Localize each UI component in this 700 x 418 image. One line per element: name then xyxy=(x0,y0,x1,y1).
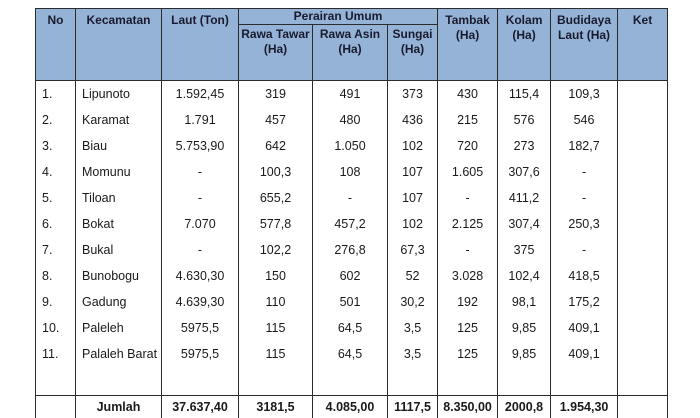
row-kecamatan: Bunobogu xyxy=(76,263,162,289)
header-kolam: Kolam (Ha) xyxy=(498,9,551,81)
header-rawa-asin: Rawa Asin (Ha) xyxy=(313,25,388,81)
spacer-row xyxy=(36,387,668,396)
row-budidaya-laut: 182,7 xyxy=(551,133,618,159)
row-no: 11. xyxy=(36,341,76,387)
row-ket xyxy=(618,81,668,108)
row-laut: - xyxy=(162,185,239,211)
row-ket xyxy=(618,133,668,159)
row-tambak: 1.605 xyxy=(438,159,498,185)
row-sungai: 373 xyxy=(388,81,438,108)
row-sungai: 67,3 xyxy=(388,237,438,263)
row-tambak: 125 xyxy=(438,315,498,341)
row-tambak: 192 xyxy=(438,289,498,315)
row-kecamatan: Bukal xyxy=(76,237,162,263)
row-rawa-asin: 491 xyxy=(313,81,388,108)
total-laut: 37.637,40 xyxy=(162,396,239,418)
row-budidaya-laut: - xyxy=(551,237,618,263)
total-budidaya-laut: 1.954,30 xyxy=(551,396,618,418)
header-no: No xyxy=(36,9,76,81)
row-rawa-asin: 457,2 xyxy=(313,211,388,237)
row-ket xyxy=(618,185,668,211)
header-kecamatan: Kecamatan xyxy=(76,9,162,81)
row-sungai: 3,5 xyxy=(388,341,438,387)
row-tambak: 430 xyxy=(438,81,498,108)
row-ket xyxy=(618,289,668,315)
header-ket: Ket xyxy=(618,9,668,81)
table-row xyxy=(36,315,668,341)
row-laut: 5975,5 xyxy=(162,315,239,341)
row-rawa-tawar: 655,2 xyxy=(239,185,313,211)
row-rawa-tawar: 100,3 xyxy=(239,159,313,185)
row-ket xyxy=(618,315,668,341)
row-budidaya-laut: 175,2 xyxy=(551,289,618,315)
row-tambak: 125 xyxy=(438,341,498,387)
table-row xyxy=(36,81,668,108)
row-tambak: 3.028 xyxy=(438,263,498,289)
row-kolam: 273 xyxy=(498,133,551,159)
header-budidaya-laut: Budidaya Laut (Ha) xyxy=(551,9,618,81)
row-rawa-asin: 64,5 xyxy=(313,341,388,387)
row-rawa-tawar: 150 xyxy=(239,263,313,289)
row-kecamatan: Biau xyxy=(76,133,162,159)
row-rawa-asin: 64,5 xyxy=(313,315,388,341)
row-laut: - xyxy=(162,159,239,185)
header-sungai: Sungai (Ha) xyxy=(388,25,438,81)
row-kolam: 307,6 xyxy=(498,159,551,185)
row-no: 4. xyxy=(36,159,76,185)
table-row xyxy=(36,211,668,237)
row-kolam: 115,4 xyxy=(498,81,551,108)
table-row xyxy=(36,107,668,133)
row-tambak: 215 xyxy=(438,107,498,133)
table-row xyxy=(36,185,668,211)
header-laut: Laut (Ton) xyxy=(162,9,239,81)
row-ket xyxy=(618,159,668,185)
row-sungai: 107 xyxy=(388,185,438,211)
row-no: 1. xyxy=(36,81,76,108)
total-rawa-tawar: 3181,5 xyxy=(239,396,313,418)
table-row xyxy=(36,289,668,315)
row-sungai: 102 xyxy=(388,133,438,159)
row-laut: 4.639,30 xyxy=(162,289,239,315)
table-row xyxy=(36,263,668,289)
fishery-area-table-container xyxy=(35,8,667,418)
row-kolam: 576 xyxy=(498,107,551,133)
row-budidaya-laut: 109,3 xyxy=(551,81,618,108)
row-budidaya-laut: 250,3 xyxy=(551,211,618,237)
row-tambak: 2.125 xyxy=(438,211,498,237)
total-rawa-asin: 4.085,00 xyxy=(313,396,388,418)
row-kolam: 9,85 xyxy=(498,341,551,387)
row-rawa-tawar: 102,2 xyxy=(239,237,313,263)
row-rawa-tawar: 457 xyxy=(239,107,313,133)
row-rawa-asin: 501 xyxy=(313,289,388,315)
row-budidaya-laut: - xyxy=(551,185,618,211)
row-rawa-asin: 1.050 xyxy=(313,133,388,159)
row-ket xyxy=(618,107,668,133)
row-no: 9. xyxy=(36,289,76,315)
total-kolam: 2000,8 xyxy=(498,396,551,418)
row-budidaya-laut: 409,1 xyxy=(551,341,618,387)
row-sungai: 3,5 xyxy=(388,315,438,341)
row-ket xyxy=(618,263,668,289)
row-kecamatan: Karamat xyxy=(76,107,162,133)
table-row xyxy=(36,159,668,185)
row-no: 3. xyxy=(36,133,76,159)
row-ket xyxy=(618,341,668,387)
row-laut: 7.070 xyxy=(162,211,239,237)
total-ket xyxy=(618,396,668,418)
row-kecamatan: Bokat xyxy=(76,211,162,237)
table-row xyxy=(36,341,668,387)
row-rawa-tawar: 319 xyxy=(239,81,313,108)
row-laut: - xyxy=(162,237,239,263)
row-kolam: 375 xyxy=(498,237,551,263)
row-laut: 5.753,90 xyxy=(162,133,239,159)
row-budidaya-laut: 418,5 xyxy=(551,263,618,289)
row-tambak: - xyxy=(438,185,498,211)
row-kecamatan: Gadung xyxy=(76,289,162,315)
total-row xyxy=(36,396,668,418)
row-kolam: 9,85 xyxy=(498,315,551,341)
total-label: Jumlah xyxy=(76,396,162,418)
row-rawa-tawar: 110 xyxy=(239,289,313,315)
row-sungai: 102 xyxy=(388,211,438,237)
row-kolam: 411,2 xyxy=(498,185,551,211)
row-sungai: 52 xyxy=(388,263,438,289)
row-budidaya-laut: 546 xyxy=(551,107,618,133)
row-rawa-tawar: 115 xyxy=(239,341,313,387)
row-kolam: 102,4 xyxy=(498,263,551,289)
row-sungai: 30,2 xyxy=(388,289,438,315)
row-no: 5. xyxy=(36,185,76,211)
row-rawa-asin: - xyxy=(313,185,388,211)
row-kecamatan: Tiloan xyxy=(76,185,162,211)
fishery-area-table xyxy=(35,8,668,418)
header-rawa-tawar: Rawa Tawar (Ha) xyxy=(239,25,313,81)
row-rawa-asin: 276,8 xyxy=(313,237,388,263)
row-no: 8. xyxy=(36,263,76,289)
table-row xyxy=(36,133,668,159)
row-no: 10. xyxy=(36,315,76,341)
row-laut: 5975,5 xyxy=(162,341,239,387)
header-tambak: Tambak (Ha) xyxy=(438,9,498,81)
total-sungai: 1117,5 xyxy=(388,396,438,418)
row-ket xyxy=(618,237,668,263)
row-rawa-asin: 602 xyxy=(313,263,388,289)
row-rawa-asin: 108 xyxy=(313,159,388,185)
row-tambak: - xyxy=(438,237,498,263)
row-laut: 1.592,45 xyxy=(162,81,239,108)
row-no: 2. xyxy=(36,107,76,133)
row-kolam: 98,1 xyxy=(498,289,551,315)
table-row xyxy=(36,237,668,263)
row-rawa-tawar: 115 xyxy=(239,315,313,341)
row-kecamatan: Paleleh xyxy=(76,315,162,341)
row-rawa-tawar: 642 xyxy=(239,133,313,159)
row-budidaya-laut: 409,1 xyxy=(551,315,618,341)
row-kolam: 307,4 xyxy=(498,211,551,237)
row-no: 6. xyxy=(36,211,76,237)
row-ket xyxy=(618,211,668,237)
row-kecamatan: Lipunoto xyxy=(76,81,162,108)
row-rawa-tawar: 577,8 xyxy=(239,211,313,237)
total-no xyxy=(36,396,76,418)
row-laut: 1.791 xyxy=(162,107,239,133)
row-budidaya-laut: - xyxy=(551,159,618,185)
total-tambak: 8.350,00 xyxy=(438,396,498,418)
row-no: 7. xyxy=(36,237,76,263)
row-sungai: 436 xyxy=(388,107,438,133)
table-header xyxy=(36,9,668,81)
header-perairan-umum: Perairan Umum xyxy=(239,9,438,25)
row-sungai: 107 xyxy=(388,159,438,185)
row-tambak: 720 xyxy=(438,133,498,159)
row-kecamatan: Palaleh Barat xyxy=(76,341,162,387)
row-rawa-asin: 480 xyxy=(313,107,388,133)
row-kecamatan: Momunu xyxy=(76,159,162,185)
table-body xyxy=(36,81,668,418)
row-laut: 4.630,30 xyxy=(162,263,239,289)
